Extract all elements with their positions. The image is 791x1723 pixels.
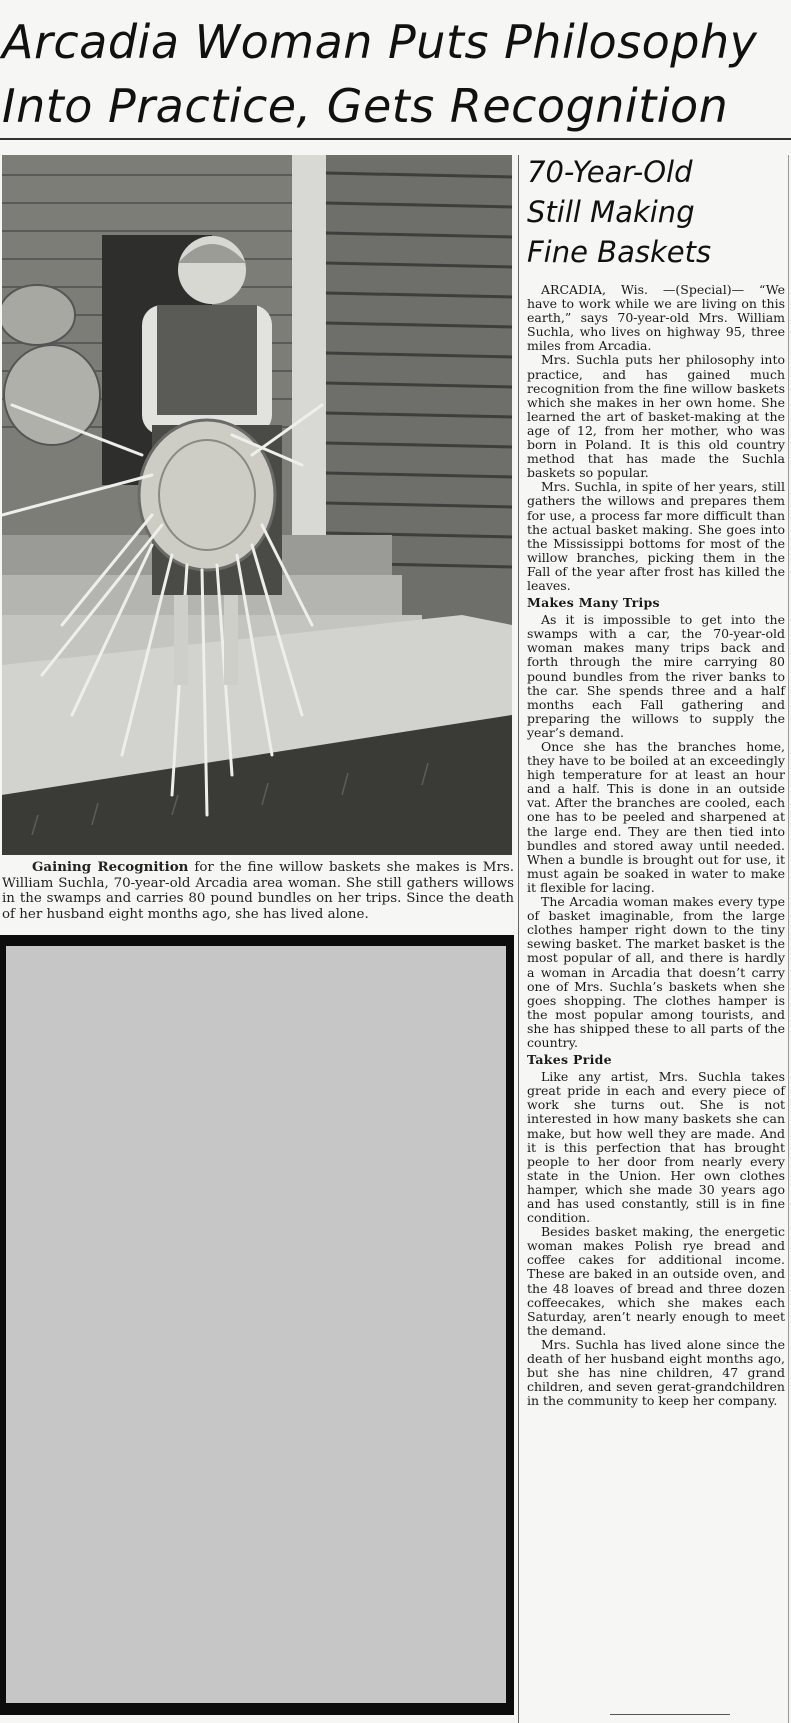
column-rule (518, 155, 519, 1723)
caption-lead: Gaining Recognition (32, 859, 189, 875)
subhead-line-1: 70-Year-Old (527, 155, 693, 189)
paragraph-6: The Arcadia woman makes every type of basket imaginable, from the large clothes hamper right down to the tiny sewing basket. The market basket is the most popular of all, and there is hardly a woman in Arcadia that doesn’t carry one of Mrs. Suchla’s baskets when she goes shopping. The clothes hamper is the most popular among tourists, and she has shipped these to all parts of the country. (527, 894, 785, 1050)
crosshead-takes-pride: Takes Pride (527, 1052, 612, 1068)
paragraph-9: Mrs. Suchla has lived alone since the death of her husband eight months ago, but she has nine children, 47 grand children, and seven gerat-grandchildren in the community to keep her company. (527, 1336, 785, 1409)
headline (2, 10, 789, 138)
column-rule-right (788, 155, 789, 1723)
headline-line-2: Into Practice, Gets Recognition (2, 79, 729, 133)
subhead-line-3: Fine Baskets (527, 235, 712, 269)
subheadline (527, 152, 789, 272)
article-photo (2, 155, 512, 855)
paragraph-1: ARCADIA, Wis. —(Special)— “We have to work while we are living on this earth,” says 70-year-old Mrs. William Suchla, who lives on highway 95, three miles from Arcadia. (527, 282, 785, 354)
photo-caption (2, 860, 514, 922)
crosshead-makes-many-trips: Makes Many Trips (527, 595, 660, 611)
blank-panel (6, 946, 506, 1703)
headline-rule (0, 138, 791, 140)
headline-line-1: Arcadia Woman Puts Philosophy (2, 15, 758, 69)
paragraph-2: Mrs. Suchla puts her philosophy into practice, and has gained much recognition from the fine willow baskets which she makes in her own home. She learned the art of basket-making at the age of 12, from her mother, who was born in Poland. It is this old country method that has made the Suchla baskets so popular. (527, 352, 785, 481)
article-body (527, 283, 785, 1408)
blank-panel-frame (0, 935, 514, 1715)
paragraph-3: Mrs. Suchla, in spite of her years, still gathers the willows and prepares them for use, a process far more difficult than the actual basket making. She goes into the Mississippi bottoms for most of the willow branches, picking them in the Fall of the year after frost has killed the leaves. (527, 479, 785, 593)
paragraph-7: Like any artist, Mrs. Suchla takes great pride in each and every piece of work she turns out. She is not interested in how many baskets she can make, but how well they are made. And it is this perfection that has brought people to her door from nearly every state in the Union. Her own clothes hamper, which she made 30 years ago and has used constantly, still is in fine condition. (527, 1069, 785, 1226)
caption-text: for the fine willow baskets she makes is Mrs. William Suchla, 70-year-old Arcadia area woman. She still gathers willows in the swamps and carries 80 pound bundles on her trips. Since the death of her husband eight months ago, she has lived alone. (2, 860, 514, 922)
paragraph-4: As it is impossible to get into the swamps with a car, the 70-year-old woman makes many trips back and forth through the mire carrying 80 pound bundles from the river banks to the car. She spends three and a half months each Fall gathering and preparing the willows to supply the year’s demand. (527, 612, 785, 740)
end-rule (610, 1714, 730, 1715)
subhead-line-2: Still Making (527, 195, 695, 229)
photo-woman-weaving-basket-icon (2, 155, 512, 855)
paragraph-8: Besides basket making, the energetic woman makes Polish rye bread and coffee cakes for additional income. These are baked in an outside oven, and the 48 loaves of bread and three dozen coffeecakes, which she makes each Saturday, aren’t nearly enough to meet the demand. (527, 1224, 785, 1338)
paragraph-5: Once she has the branches home, they have to be boiled at an exceedingly high temperature for at least an hour and a half. This is done in an outside vat. After the branches are cooled, each one has to be peeled and sharpened at the large end. They are then tied into bundles and stored away until needed. When a bundle is brought out for use, it must again be soaked in water to make it flexible for lacing. (527, 739, 785, 895)
